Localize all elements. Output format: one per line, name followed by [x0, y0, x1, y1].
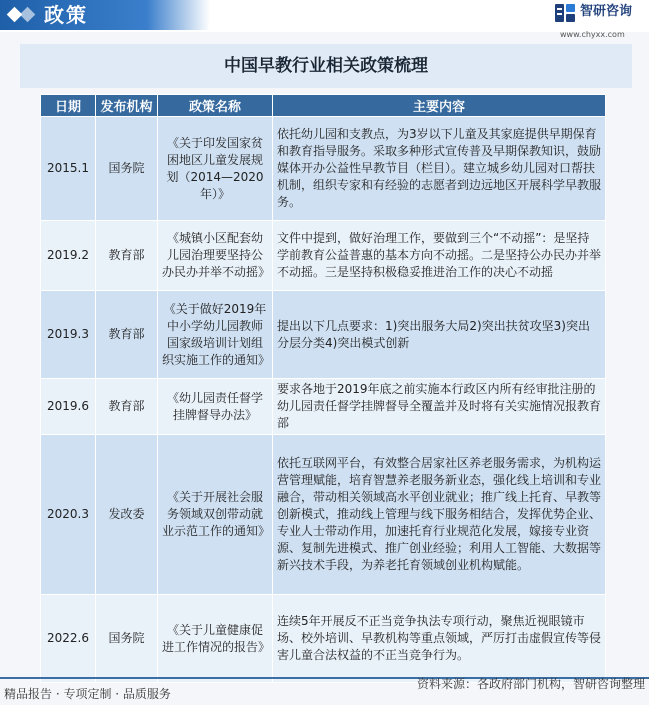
- cell-content: 依托互联网平台，有效整合居家社区养老服务需求，为机构运营管理赋能，培育智慧养老服务新业态，强化线上培训和专业融合，带动相关领域高水平创业就业；推广线上托育、早教等创新模式，推动线上管理与线下服务相结合，发挥优势企业、专业人士带动作用，加速托育行业规范化发展，嫁接专业资源、复制先进模式、推广创业经验；利用人工智能、大数据等新兴技术手段，为养老托育领域创业机构赋能。: [273, 435, 606, 595]
- table-row: [41, 595, 606, 683]
- cell-policy-name: 《关于开展社会服务领域双创带动就业示范工作的通知》: [158, 435, 273, 595]
- cell-policy-name: 《关于儿童健康促进工作情况的报告》: [158, 595, 273, 683]
- cell-content: 文件中提到，做好治理工作，要做到三个“不动摇”：是坚持学前教育公益普惠的基本方向不动摇。二是坚持公办民办并举不动摇。三是坚持积极稳妥推进治工作的决心不动摇: [273, 221, 606, 291]
- column-header-org: 发布机构: [96, 95, 158, 117]
- cell-org: 国务院: [96, 117, 158, 221]
- cell-date: 2020.3: [41, 435, 96, 595]
- cell-content: 依托幼儿园和支教点，为3岁以下儿童及其家庭提供早期保育和教育指导服务。采取多种形式宣传普及早期保教知识，鼓励媒体开办公益性早教节目（栏目）。建立城乡幼儿园对口帮扶机制，组织专家和有经验的志愿者到边远地区开展科学早教服务。: [273, 117, 606, 221]
- brand-name: 智研咨询: [580, 4, 633, 19]
- section-tag: [0, 0, 210, 30]
- cell-org: 教育部: [96, 291, 158, 379]
- cell-date: 2015.1: [41, 117, 96, 221]
- cell-date: 2019.6: [41, 379, 96, 435]
- footer-slogan: 精品报告 · 专项定制 · 品质服务: [4, 687, 171, 701]
- column-header-name: 政策名称: [158, 95, 273, 117]
- table-row: [41, 117, 606, 221]
- cell-content: 要求各地于2019年底之前实施本行政区内所有经审批注册的幼儿园责任督学挂牌督导全覆盖并及时将有关实施情况报教育部: [273, 379, 606, 435]
- section-title: 政策: [44, 3, 88, 27]
- cell-org: 国务院: [96, 595, 158, 683]
- cell-date: 2019.2: [41, 221, 96, 291]
- policy-table: [40, 94, 606, 683]
- column-header-date: 日期: [41, 95, 96, 117]
- cell-org: 教育部: [96, 379, 158, 435]
- cell-date: 2022.6: [41, 595, 96, 683]
- table-header-row: [41, 95, 606, 117]
- table-row: [41, 291, 606, 379]
- footer-source: 资料来源：各政府部门机构，智研咨询整理: [416, 677, 645, 691]
- table-row: [41, 221, 606, 291]
- cell-policy-name: 《幼儿园责任督学挂牌督导办法》: [158, 379, 273, 435]
- cell-content: 提出以下几点要求：1)突出服务大局2)突出扶贫攻坚3)突出分层分类4)突出模式创新: [273, 291, 606, 379]
- top-bar: [0, 0, 649, 39]
- column-header-content: 主要内容: [273, 95, 606, 117]
- brand-logo-icon: [554, 3, 576, 23]
- cell-org: 发改委: [96, 435, 158, 595]
- cell-org: 教育部: [96, 221, 158, 291]
- table-row: [41, 435, 606, 595]
- brand-url: www.chyxx.com: [560, 30, 625, 39]
- document-title: 中国早教行业相关政策梳理: [20, 44, 632, 88]
- table-row: [41, 379, 606, 435]
- cell-date: 2019.3: [41, 291, 96, 379]
- cell-policy-name: 《关于印发国家贫困地区儿童发展规划（2014—2020年）》: [158, 117, 273, 221]
- cell-policy-name: 《城镇小区配套幼儿园治理要坚持公办民办并举不动摇》: [158, 221, 273, 291]
- cell-policy-name: 《关于做好2019年中小学幼儿园教师国家级培训计划组织实施工作的通知》: [158, 291, 273, 379]
- diamond-icon: [20, 7, 36, 23]
- cell-content: 连续5年开展反不正当竞争执法专项行动，聚焦近视眼镜市场、校外培训、早教机构等重点领域，严厉打击虚假宣传等侵害儿童合法权益的不正当竞争行为。: [273, 595, 606, 683]
